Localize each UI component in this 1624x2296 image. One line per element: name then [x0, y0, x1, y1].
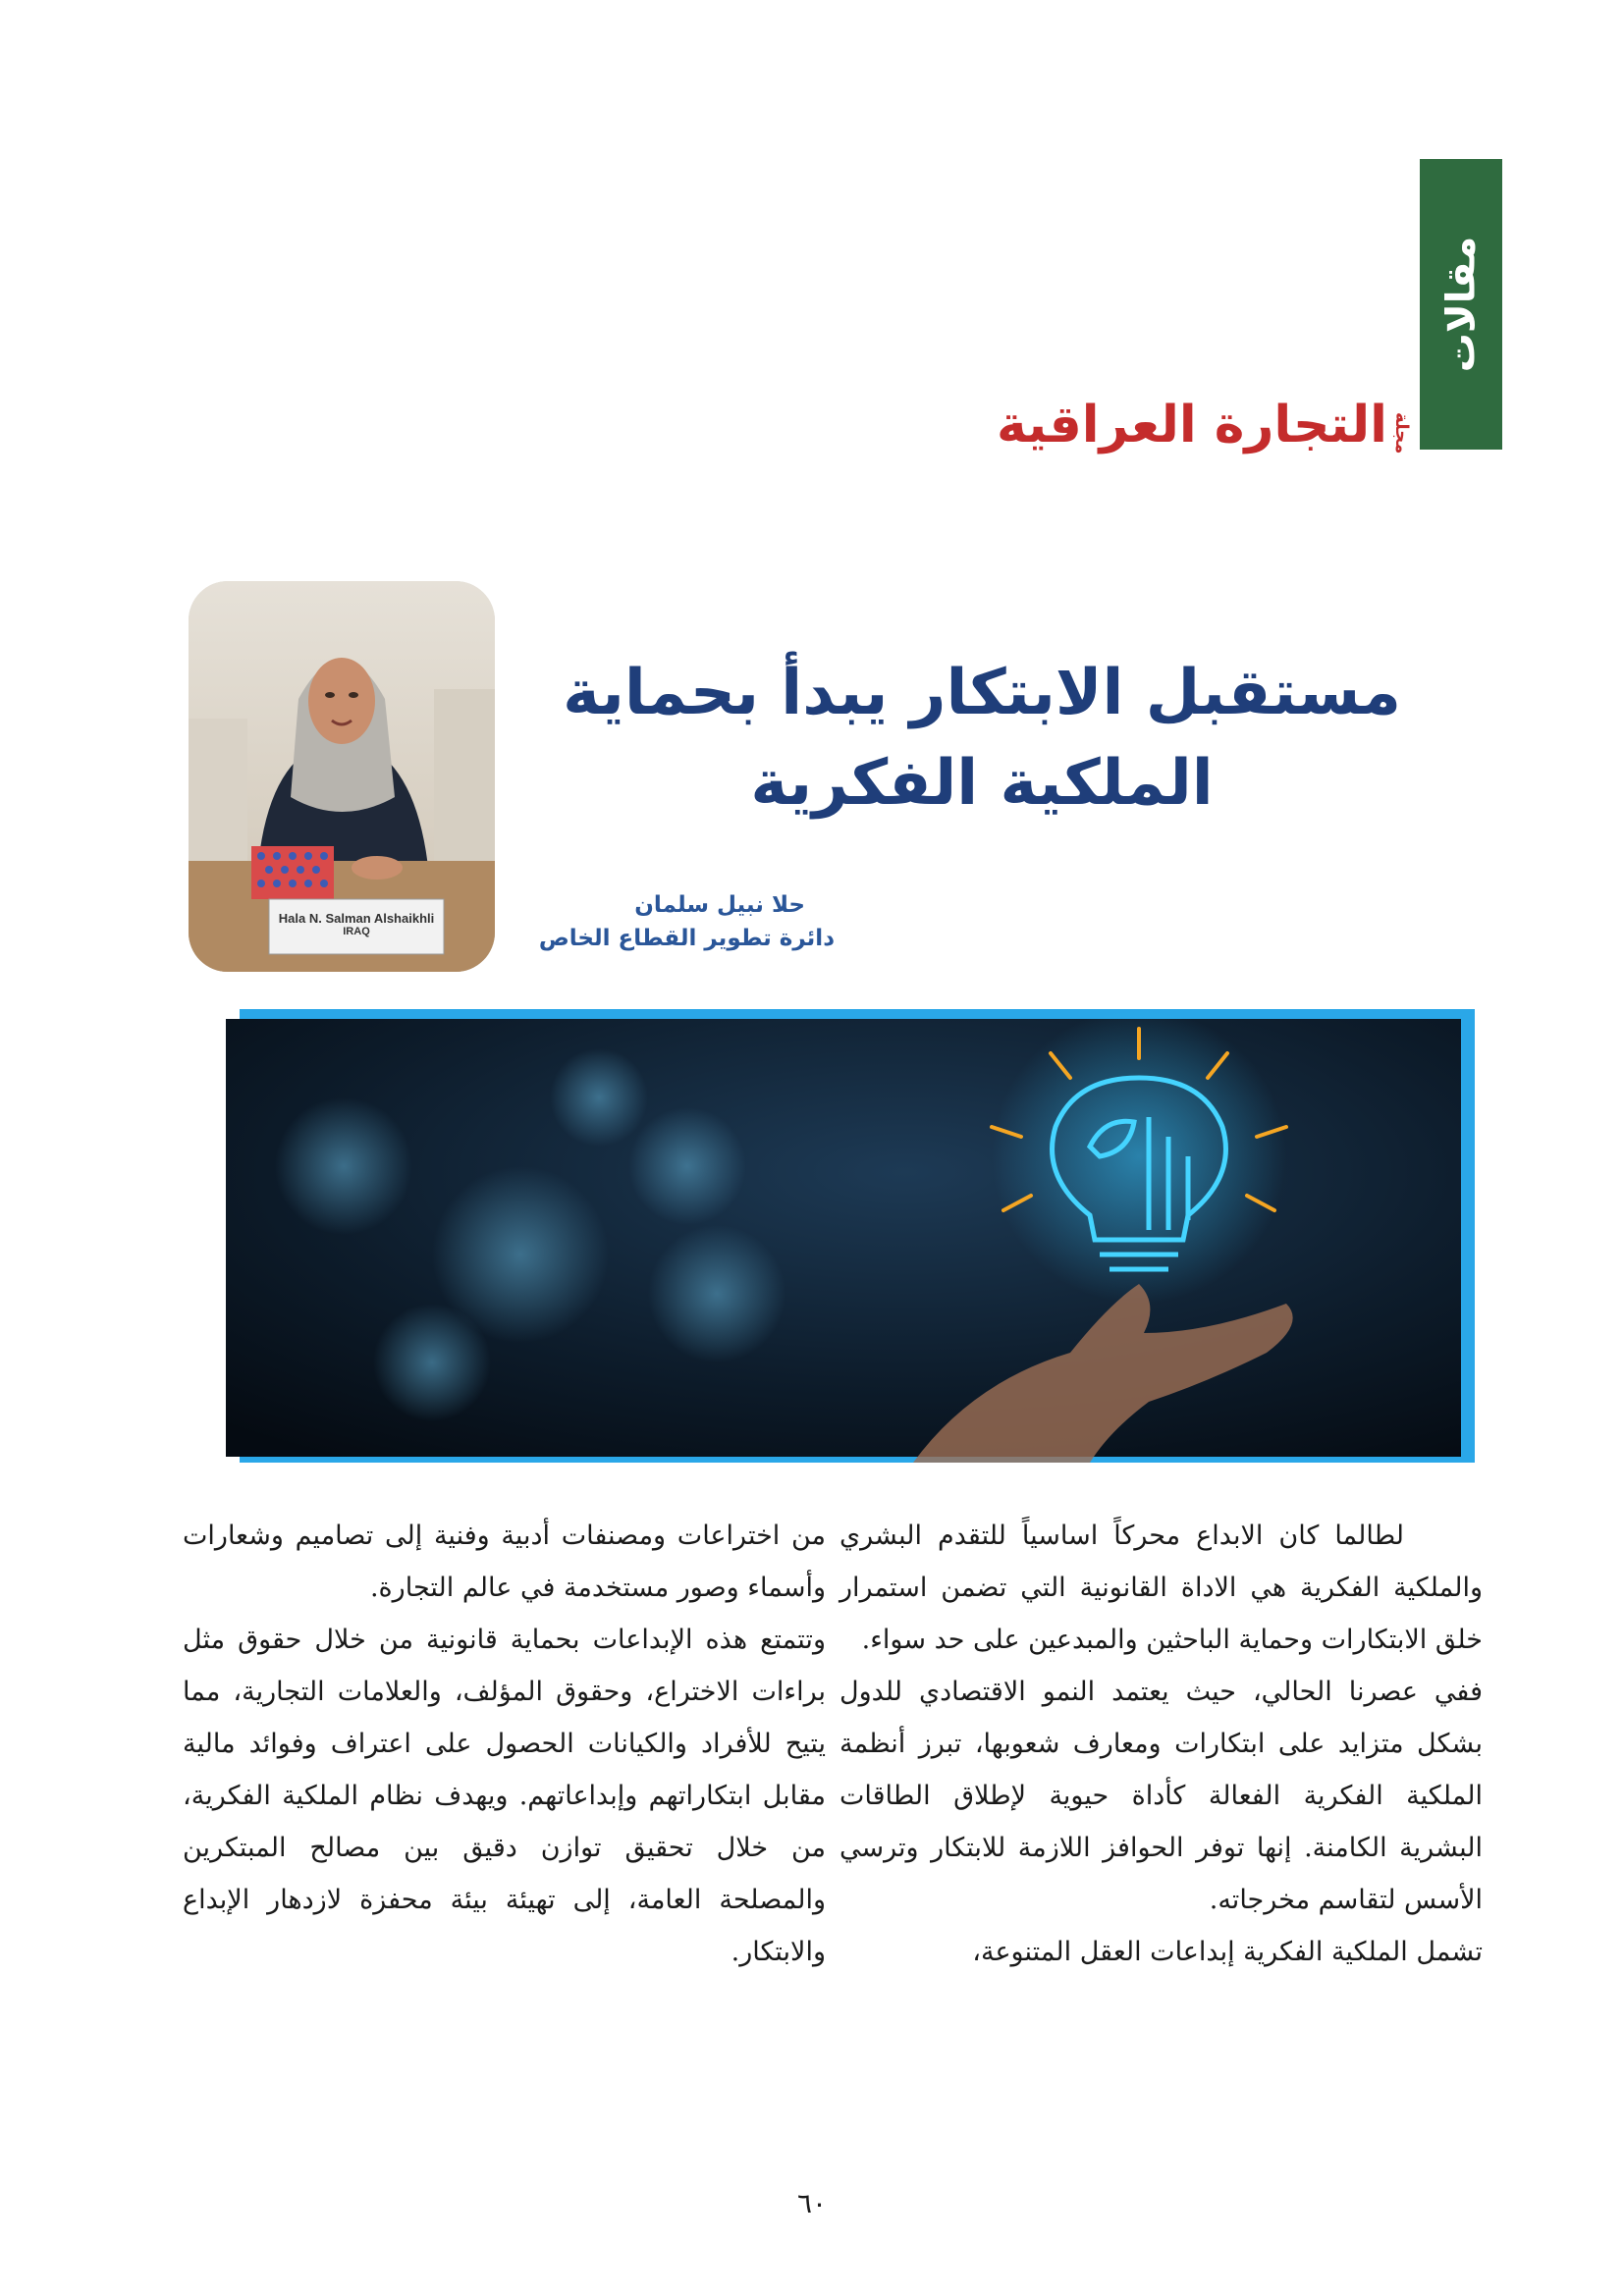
magazine-name: التجارة العراقية [997, 396, 1387, 454]
article-title [550, 648, 1414, 828]
page-number: ٦٠ [796, 2187, 828, 2219]
article-body-left-column [183, 1510, 826, 1978]
magazine-prefix: مجلة [1391, 411, 1412, 454]
article-body-right-column [839, 1510, 1483, 1978]
article-title-line-1: مستقبل الابتكار يبدأ بحماية [563, 657, 1401, 729]
section-tab-label: مقالات [1438, 236, 1484, 373]
paragraph: لطالما كان الابداع محركاً اساسياً للتقدم البشري والملكية الفكرية هي الاداة القانونية التي تضمن استمرار خلق الابتكارات وحماية الباحثين والمبدعين على حد سواء. [839, 1521, 1483, 1655]
author-department: دائرة تطوير القطاع الخاص [538, 926, 835, 951]
paragraph: ففي عصرنا الحالي، حيث يعتمد النمو الاقتصادي للدول بشكل متزايد على ابتكارات ومعارف شعوبها، تبرز أنظمة الملكية الفكرية الفعالة كأداة حيوية لإطلاق الطاقات البشرية الكامنة. إنها توفر الحوافز اللازمة للابتكار وترسي الأسس لتقاسم مخرجاته. [839, 1677, 1483, 1915]
hero-image [226, 1009, 1475, 1463]
paragraph: وتتمتع هذه الإبداعات بحماية قانونية من خلال حقوق مثل براءات الاختراع، وحقوق المؤلف، والعلامات التجارية، مما يتيح للأفراد والكيانات الحصول على اعتراف وفوائد مالية مقابل ابتكاراتهم وإبداعاتهم. ويهدف نظام الملكية الفكرية، من خلال تحقيق توازن دقيق بين مصالح المبتكرين والمصلحة العامة، إلى تهيئة بيئة محفزة لازدهار الإبداع والابتكار. [183, 1625, 826, 1967]
section-tab [1420, 159, 1502, 450]
byline [344, 888, 835, 955]
nameplate-country: IRAQ [343, 926, 370, 937]
lightbulb-hand-illustration [226, 1009, 1475, 1463]
paragraph: من اختراعات ومصنفات أدبية وفنية إلى تصاميم وشعارات وأسماء وصور مستخدمة في عالم التجارة. [183, 1521, 826, 1603]
author-name: حلا نبيل سلمان [634, 892, 805, 918]
paragraph: تشمل الملكية الفكرية إبداعات العقل المتنوعة، [972, 1937, 1483, 1967]
nameplate-name: Hala N. Salman Alshaikhli [278, 911, 435, 926]
article-title-line-2: الملكية الفكرية [750, 747, 1214, 820]
magazine-logo [997, 381, 1412, 459]
